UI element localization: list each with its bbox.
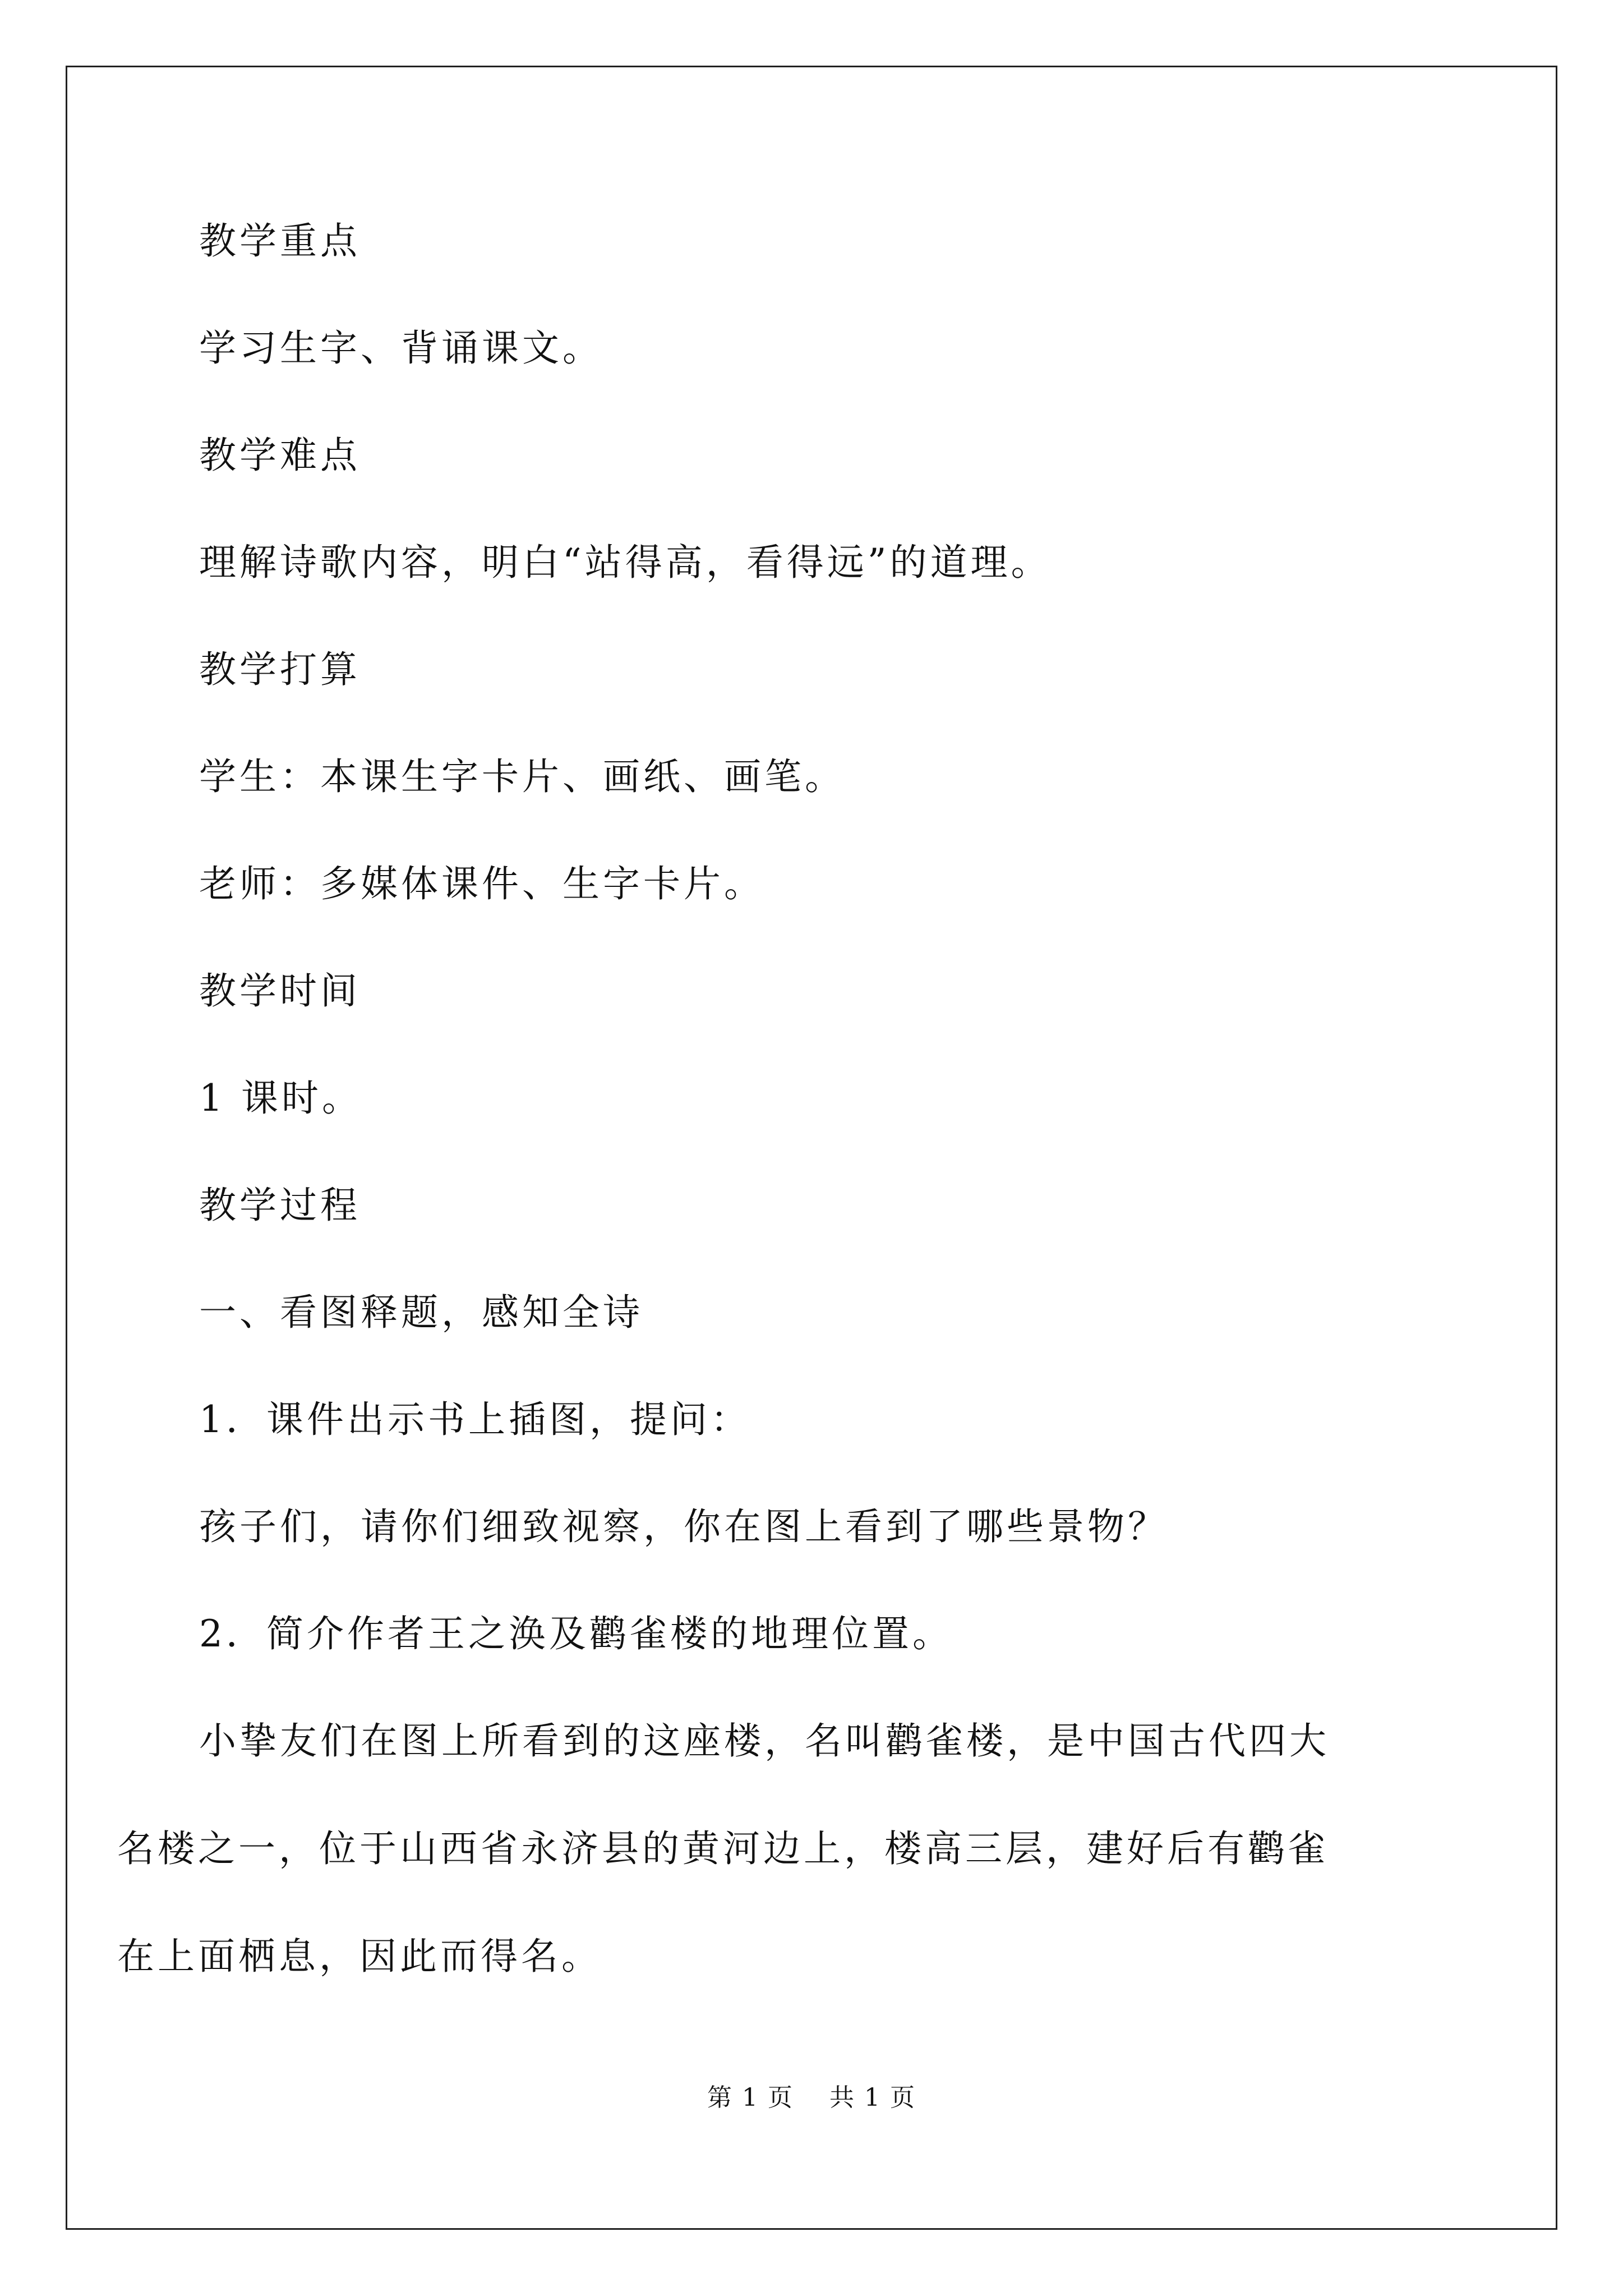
paragraph-focus-content: 学习生字、背诵课文。 bbox=[199, 326, 603, 370]
paragraph-teacher-materials: 老师：多媒体课件、生字卡片。 bbox=[199, 862, 764, 905]
page-number: 第 1 页 bbox=[707, 2083, 794, 2112]
heading-teaching-focus: 教学重点 bbox=[199, 219, 361, 263]
paragraph-question: 孩子们，请你们细致视察，你在图上看到了哪些景物？ bbox=[199, 1505, 1168, 1548]
paragraph-time-content: 1 课时。 bbox=[199, 1076, 362, 1120]
page-total: 共 1 页 bbox=[829, 2083, 916, 2112]
section-heading-step-one: 一、看图释题，感知全诗 bbox=[199, 1291, 643, 1334]
page-footer bbox=[0, 2081, 1623, 2115]
paragraph-stork-tower: 小挚友们在图上所看到的这座楼，名叫鹳雀楼，是中国古代四大名楼之一，位于山西省永济县的黄河边上，楼高三层，建好后有鹳雀在上面栖息，因此而得名。 bbox=[117, 1719, 1330, 1978]
heading-teaching-difficulty: 教学难点 bbox=[199, 434, 361, 477]
paragraph-difficulty-content: 理解诗歌内容，明白“站得高，看得远”的道理。 bbox=[199, 541, 1052, 584]
list-item-1: 1．课件出示书上插图，提问： bbox=[199, 1398, 751, 1441]
document-body bbox=[117, 213, 1433, 2010]
list-item-2: 2．简介作者王之涣及鹳雀楼的地理位置。 bbox=[199, 1612, 953, 1655]
heading-teaching-process: 教学过程 bbox=[199, 1184, 361, 1227]
heading-teaching-time: 教学时间 bbox=[199, 969, 361, 1013]
paragraph-student-materials: 学生：本课生字卡片、画纸、画笔。 bbox=[199, 755, 845, 798]
heading-teaching-preparation: 教学打算 bbox=[199, 648, 361, 691]
